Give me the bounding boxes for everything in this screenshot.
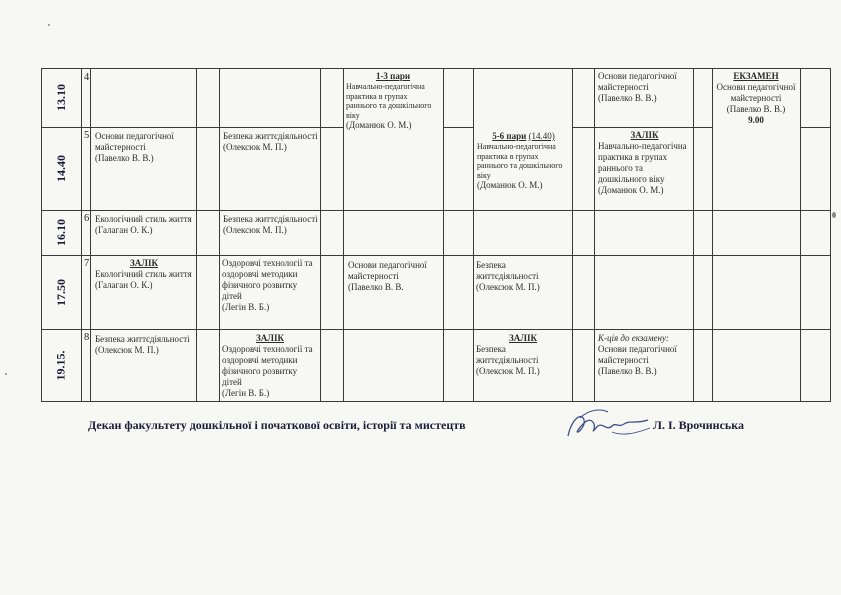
pedagogy-cell [348,260,441,293]
row-number: 7 [84,258,90,269]
practice-title: 5-6 пари [492,131,527,141]
time-cell [41,329,81,401]
time-label: 17.50 [53,278,68,306]
practice-teacher: (Доманюк О. М.) [346,120,412,130]
credit-cell [598,130,691,196]
credit-teacher: (Доманюк О. М.) [598,185,664,195]
grid-line [90,68,91,402]
subject-name: Основи педагогічної майстерності [95,131,174,152]
ecology-credit-cell [95,258,193,291]
subject-name: Оздоровчі технології та оздоровчі методики фізичного розвитку дітей [222,258,313,301]
subject-name: Основи педагогічної майстерності [598,71,677,92]
grid-line [800,68,801,402]
credit-title: ЗАЛІК [130,258,158,268]
practice-cell [477,131,570,191]
practice-subject: Навчально-педагогічна практика в групах раннього та дошкільного віку [477,142,563,180]
practice-title: 1-3 пари [375,71,411,81]
safety-cell [95,334,193,356]
row-number: 6 [84,213,90,224]
time-label: 13.10 [53,84,68,111]
grid-line [219,68,220,402]
row-number: 8 [84,332,90,343]
practice-subject: Навчально-педагогічна практика в групах раннього та дошкільного віку [346,82,432,120]
teacher-name: (Легін В. Б.) [222,388,270,398]
credit-title: ЗАЛІК [509,333,537,343]
safety-cell [223,131,318,153]
exam-cell [714,71,798,126]
time-label: 19.15. [53,350,68,380]
grid-line [196,68,197,402]
time-label: 16.10 [53,219,68,246]
subject-name: Безпека життєдіяльності [223,131,318,141]
dean-name: Л. І. Врочинська [653,418,744,432]
subject-name: Безпека життєдіяльності [476,344,539,365]
scan-speck [832,212,836,218]
safety-cell [476,260,570,293]
row-number: 4 [84,72,90,83]
grid-line [443,68,444,402]
credit-title: ЗАЛІК [630,130,659,140]
time-cell [41,127,81,210]
grid-line [572,68,573,402]
subject-name: Екологічний стиль життя [95,214,192,224]
teacher-name: (Галаган О. К.) [95,225,153,235]
teacher-name: (Павелко В. В.) [95,153,154,163]
time-label: 14.40 [53,155,68,182]
ecology-cell [95,214,193,236]
grid-line [830,68,831,402]
teacher-name: (Олексюк М. П.) [95,345,159,355]
grid-line [572,127,712,128]
health-tech-credit-cell [222,333,318,399]
subject-name: Оздоровчі технології та оздоровчі методики фізичного розвитку дітей [222,344,313,387]
teacher-name: (Олексюк М. П.) [223,225,287,235]
grid-line [320,68,321,402]
consultation-cell [598,333,691,377]
practice-teacher: (Доманюк О. М.) [477,180,543,190]
safety-cell [223,214,318,236]
subject-name: Безпека життєдіяльності [223,214,318,224]
teacher-name: (Павелко В. В. [348,282,404,292]
grid-line [81,68,82,402]
pedagogy-cell [598,71,690,104]
grid-line [343,68,344,402]
time-cell [41,255,81,329]
grid-line [443,127,473,128]
subject-name: Екологічний стиль життя [95,269,192,279]
practice-time: (14.40) [528,131,555,141]
scan-speck [5,373,7,375]
scan-speck [48,24,50,26]
exam-title: ЕКЗАМЕН [733,71,779,81]
subject-name: Безпека життєдіяльності [95,334,190,344]
grid-line [41,127,343,128]
teacher-name: (Галаган О. К.) [95,280,153,290]
teacher-name: (Олексюк М. П.) [223,142,287,152]
health-tech-cell [222,258,318,313]
credit-title: ЗАЛІК [256,333,284,343]
subject-name: Безпека життєдіяльності [476,260,539,281]
exam-subject: Основи педагогічної майстерності [716,82,796,103]
safety-credit-cell [476,333,570,377]
subject-name: Основи педагогічної майстерності [598,344,677,365]
grid-line [693,68,694,402]
subject-name: Основи педагогічної майстерності [348,260,427,281]
teacher-name: (Павелко В. В.) [598,366,657,376]
time-cell [41,68,81,127]
exam-time: 9.00 [748,115,764,125]
grid-line [712,68,713,402]
teacher-name: (Павелко В. В.) [598,93,657,103]
consultation-label: К-ція до екзамену: [598,333,669,343]
grid-line [473,68,474,402]
grid-line [594,68,595,402]
pedagogy-cell [95,131,193,164]
signature-image [560,406,655,444]
teacher-name: (Олексюк М. П.) [476,366,540,376]
exam-teacher: (Павелко В. В.) [726,104,786,114]
practice-cell [346,71,440,131]
row-number: 5 [84,130,90,141]
time-cell [41,210,81,255]
dean-title: Декан факультету дошкільної і початкової освіти, історії та мистецтв [88,418,466,432]
teacher-name: (Легін В. Б.) [222,302,270,312]
teacher-name: (Олексюк М. П.) [476,282,540,292]
grid-line [800,127,830,128]
credit-subject: Навчально-педагогічна практика в групах раннього та дошкільного віку [598,141,687,184]
